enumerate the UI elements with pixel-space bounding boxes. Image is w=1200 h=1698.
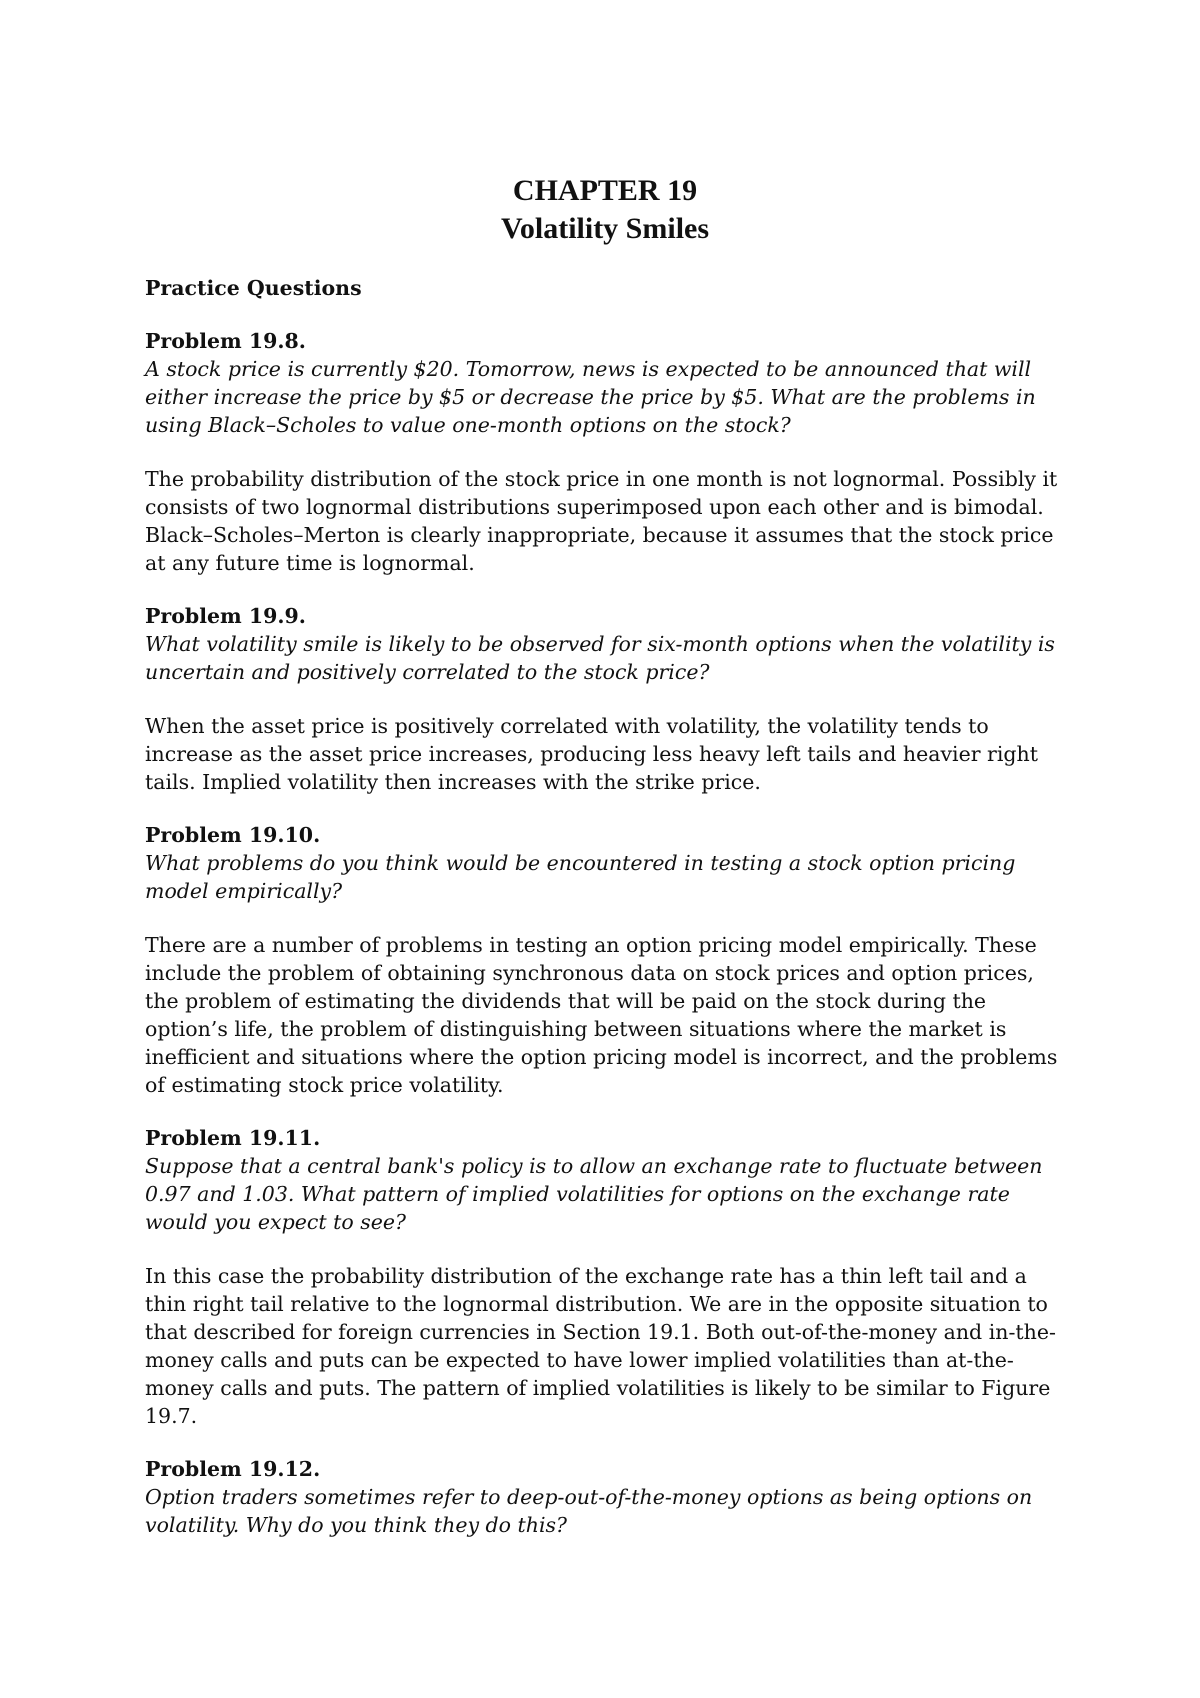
problem-question: A stock price is currently $20. Tomorrow, news is expected to be announced that will either increase the price by $5 or decrease the price by $5. What are the problems in using Black–Scholes to value one-month options on the stock? — [145, 357, 1036, 437]
problem-answer: When the asset price is positively correlated with volatility, the volatility tends to increase as the asset price increases, producing less heavy left tails and heavier right tails. Implied volatility then increases with the strike price. — [145, 714, 1038, 794]
section-heading: Practice Questions — [145, 276, 362, 300]
problem-19-9 — [145, 602, 1065, 796]
problem-question: Option traders sometimes refer to deep-out-of-the-money options as being options on volatility. Why do you think they do this? — [145, 1485, 1033, 1537]
problem-question: Suppose that a central bank's policy is to allow an exchange rate to fluctuate between 0.97 and 1.03. What pattern of implied volatilities for options on the exchange rate would you expect to see? — [145, 1154, 1043, 1234]
problem-title: Problem 19.8. — [145, 329, 306, 353]
problem-answer: The probability distribution of the stock price in one month is not lognormal. Possibly it consists of two lognormal distributions superimposed upon each other and is bimodal. Black–Scholes–Merton is clearly inappropriate, because it assumes that the stock price at any future time is lognormal. — [145, 467, 1058, 575]
chapter-number: CHAPTER 19 — [512, 174, 698, 207]
problem-title: Problem 19.11. — [145, 1126, 321, 1150]
problem-title: Problem 19.10. — [145, 823, 321, 847]
problem-answer: In this case the probability distribution of the exchange rate has a thin left tail and a thin right tail relative to the lognormal distribution. We are in the opposite situation to that described for foreign currencies in Section 19.1. Both out-of-the-money and in-the-money calls and puts can be expected to have lower implied volatilities than at-the-money calls and puts. The pattern of implied volatilities is likely to be similar to Figure 19.7. — [145, 1264, 1056, 1428]
problem-question: What volatility smile is likely to be observed for six-month options when the volatility is uncertain and positively correlated to the stock price? — [145, 632, 1055, 684]
problem-19-8 — [145, 327, 1065, 577]
problem-answer: There are a number of problems in testing an option pricing model empirically. These include the problem of obtaining synchronous data on stock prices and option prices, the problem of estimating the dividends that will be paid on the stock during the option’s life, the problem of distinguishing between situations where the market is inefficient and situations where the option pricing model is incorrect, and the problems of estimating stock price volatility. — [145, 933, 1058, 1097]
problem-title: Problem 19.12. — [145, 1457, 321, 1481]
problem-title: Problem 19.9. — [145, 604, 306, 628]
page-content — [145, 172, 1065, 1564]
chapter-title: Volatility Smiles — [500, 212, 710, 245]
problem-question: What problems do you think would be encountered in testing a stock option pricing model empirically? — [145, 851, 1016, 903]
problem-19-11 — [145, 1124, 1065, 1430]
problem-19-10 — [145, 821, 1065, 1099]
chapter-header — [145, 172, 1065, 248]
problem-19-12 — [145, 1455, 1065, 1539]
